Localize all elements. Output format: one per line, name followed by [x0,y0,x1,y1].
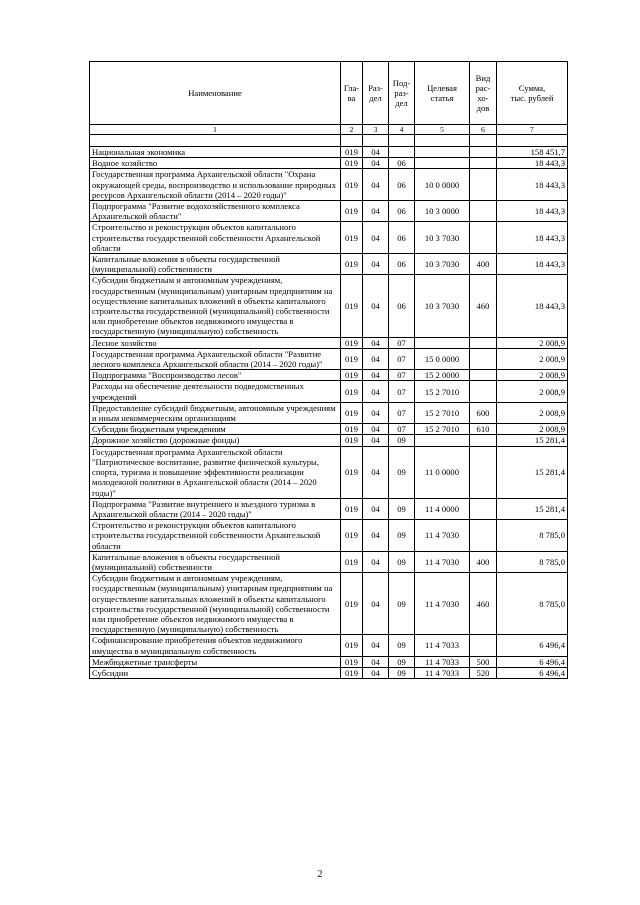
row-name-cell: Государственная программа Архангельской области "Развитие лесного комплекса Архангельской области (2014 – 2020 годы)" [90,348,341,369]
row-section-cell: 04 [363,158,389,169]
row-target-cell: 15 2 7010 [415,424,470,435]
row-target-cell: 10 3 7030 [415,275,470,337]
row-expense-type-cell [470,169,497,201]
row-subsection-cell: 06 [389,275,415,337]
row-target-cell: 11 4 7033 [415,667,470,678]
row-expense-type-cell [470,147,497,158]
table-row [90,667,568,678]
table-row [90,158,568,169]
row-section-cell: 04 [363,573,389,635]
row-section-cell: 04 [363,435,389,446]
row-section-cell: 04 [363,667,389,678]
row-section-cell: 04 [363,254,389,275]
row-amount-cell: 15 281,4 [497,446,568,498]
row-expense-type-cell [470,520,497,552]
table-body [90,147,568,679]
table-row [90,337,568,348]
table-row [90,169,568,201]
row-expense-type-cell [470,158,497,169]
row-name-cell: Субсидии бюджетным учреждениям [90,424,341,435]
row-subsection-cell: 06 [389,254,415,275]
table-row [90,402,568,423]
row-amount-cell: 2 008,9 [497,370,568,381]
row-target-cell: 15 2 7010 [415,381,470,402]
row-section-cell: 04 [363,348,389,369]
row-amount-cell: 18 443,3 [497,201,568,222]
blank-cell [470,135,497,147]
header-subsection: Под- раз- дел [389,62,415,125]
row-subsection-cell: 09 [389,551,415,572]
row-amount-cell: 2 008,9 [497,402,568,423]
row-name-cell: Национальная экономика [90,147,341,158]
row-subsection-cell [389,147,415,158]
blank-cell [90,135,341,147]
row-target-cell: 10 0 0000 [415,169,470,201]
table-row [90,370,568,381]
row-chapter-cell: 019 [341,667,363,678]
row-amount-cell: 2 008,9 [497,381,568,402]
row-subsection-cell: 07 [389,381,415,402]
row-target-cell: 11 4 7033 [415,635,470,656]
table-row [90,424,568,435]
row-subsection-cell: 06 [389,169,415,201]
row-amount-cell: 158 451,7 [497,147,568,158]
row-chapter-cell: 019 [341,370,363,381]
row-expense-type-cell [470,446,497,498]
row-expense-type-cell: 600 [470,402,497,423]
row-chapter-cell: 019 [341,169,363,201]
row-target-cell: 10 3 7030 [415,222,470,254]
row-chapter-cell: 019 [341,201,363,222]
row-section-cell: 04 [363,656,389,667]
row-name-cell: Субсидии бюджетным и автономным учреждениям, государственным (муниципальным) унитарным предприятиям на осуществление капитальных вложений в объекты капитального строительства государственной (муниципальной) собственности или приобретение объектов недвижимого имущества в государственную (муниципальную) собственность [90,275,341,337]
blank-cell [415,135,470,147]
row-subsection-cell: 09 [389,520,415,552]
row-target-cell: 15 2 7010 [415,402,470,423]
row-chapter-cell: 019 [341,158,363,169]
column-number: 3 [363,125,389,135]
column-number: 6 [470,125,497,135]
row-name-cell: Государственная программа Архангельской области "Охрана окружающей среды, воспроизводство и использование природных ресурсов Архангельской области (2014 – 2020 годы)" [90,169,341,201]
row-amount-cell: 8 785,0 [497,520,568,552]
row-name-cell: Подпрограмма "Воспроизводство лесов" [90,370,341,381]
row-name-cell: Строительство и реконструкция объектов капитального строительства государственной собственности Архангельской области [90,520,341,552]
row-expense-type-cell: 520 [470,667,497,678]
row-target-cell: 11 4 7030 [415,573,470,635]
row-subsection-cell: 06 [389,222,415,254]
column-number: 2 [341,125,363,135]
row-section-cell: 04 [363,381,389,402]
row-name-cell: Лесное хозяйство [90,337,341,348]
row-subsection-cell: 09 [389,435,415,446]
row-chapter-cell: 019 [341,337,363,348]
row-chapter-cell: 019 [341,520,363,552]
row-chapter-cell: 019 [341,381,363,402]
row-section-cell: 04 [363,635,389,656]
blank-cell [341,135,363,147]
row-expense-type-cell: 460 [470,275,497,337]
table-row [90,551,568,572]
row-expense-type-cell [470,222,497,254]
table-row [90,254,568,275]
row-chapter-cell: 019 [341,635,363,656]
row-expense-type-cell [470,201,497,222]
row-section-cell: 04 [363,498,389,519]
page-number: 2 [317,869,323,880]
row-target-cell: 11 4 7030 [415,551,470,572]
row-section-cell: 04 [363,201,389,222]
row-expense-type-cell [470,337,497,348]
header-target: Целевая статья [415,62,470,125]
row-section-cell: 04 [363,551,389,572]
table-row [90,498,568,519]
row-expense-type-cell: 610 [470,424,497,435]
table-row [90,446,568,498]
row-chapter-cell: 019 [341,446,363,498]
row-subsection-cell: 07 [389,370,415,381]
row-expense-type-cell: 400 [470,551,497,572]
row-subsection-cell: 09 [389,446,415,498]
row-expense-type-cell [470,435,497,446]
table-row [90,275,568,337]
row-name-cell: Подпрограмма "Развитие внутреннего и въездного туризма в Архангельской области (2014 – 2020 годы)" [90,498,341,519]
row-subsection-cell: 07 [389,424,415,435]
row-amount-cell: 18 443,3 [497,158,568,169]
row-section-cell: 04 [363,337,389,348]
row-chapter-cell: 019 [341,656,363,667]
row-target-cell: 11 4 7030 [415,520,470,552]
table-row [90,435,568,446]
row-section-cell: 04 [363,424,389,435]
row-name-cell: Предоставление субсидий бюджетным, автономным учреждениям и иным некоммерческим организациям [90,402,341,423]
row-expense-type-cell [470,498,497,519]
row-amount-cell: 2 008,9 [497,348,568,369]
row-amount-cell: 15 281,4 [497,498,568,519]
row-subsection-cell: 09 [389,656,415,667]
row-name-cell: Субсидии [90,667,341,678]
row-expense-type-cell [470,370,497,381]
row-chapter-cell: 019 [341,551,363,572]
table-header-row [90,62,568,125]
table-row [90,656,568,667]
row-name-cell: Государственная программа Архангельской области "Патриотическое воспитание, развитие физической культуры, спорта, туризма и повышение эффективности реализации молодежной политики в Архангельской области (2014 – 2020 годы)" [90,446,341,498]
header-name: Наименование [90,62,341,125]
column-number: 4 [389,125,415,135]
row-subsection-cell: 07 [389,337,415,348]
table-row [90,520,568,552]
table-row [90,222,568,254]
row-chapter-cell: 019 [341,573,363,635]
header-section: Раз- дел [363,62,389,125]
row-amount-cell: 6 496,4 [497,656,568,667]
row-name-cell: Капитальные вложения в объекты государственной (муниципальной) собственности [90,254,341,275]
table-row [90,147,568,158]
row-chapter-cell: 019 [341,435,363,446]
row-expense-type-cell [470,348,497,369]
row-target-cell [415,337,470,348]
table-row [90,201,568,222]
row-chapter-cell: 019 [341,424,363,435]
blank-cell [389,135,415,147]
row-section-cell: 04 [363,222,389,254]
row-name-cell: Субсидии бюджетным и автономным учреждениям, государственным (муниципальным) унитарным предприятиям на осуществление капитальных вложений в объекты капитального строительства государственной (муниципальной) собственности или приобретение объектов недвижимого имущества в государственную (муниципальную) собственность [90,573,341,635]
row-subsection-cell: 09 [389,635,415,656]
row-subsection-cell: 09 [389,573,415,635]
row-section-cell: 04 [363,370,389,381]
row-expense-type-cell [470,381,497,402]
table-row [90,635,568,656]
blank-cell [497,135,568,147]
column-number: 1 [90,125,341,135]
row-subsection-cell: 06 [389,201,415,222]
row-expense-type-cell: 400 [470,254,497,275]
row-amount-cell: 18 443,3 [497,169,568,201]
row-chapter-cell: 019 [341,402,363,423]
table-row [90,381,568,402]
row-amount-cell: 8 785,0 [497,551,568,572]
column-number: 5 [415,125,470,135]
row-expense-type-cell: 500 [470,656,497,667]
row-chapter-cell: 019 [341,147,363,158]
table-row [90,348,568,369]
row-section-cell: 04 [363,446,389,498]
row-section-cell: 04 [363,402,389,423]
row-section-cell: 04 [363,169,389,201]
row-amount-cell: 8 785,0 [497,573,568,635]
budget-table [89,61,568,679]
row-amount-cell: 2 008,9 [497,337,568,348]
header-chapter: Гла- ва [341,62,363,125]
row-target-cell: 10 3 0000 [415,201,470,222]
row-subsection-cell: 06 [389,158,415,169]
row-amount-cell: 18 443,3 [497,254,568,275]
row-name-cell: Софинансирование приобретения объектов недвижимого имущества в муниципальную собственность [90,635,341,656]
row-subsection-cell: 09 [389,498,415,519]
header-expense-type: Вид рас- хо- дов [470,62,497,125]
row-name-cell: Водное хозяйство [90,158,341,169]
row-target-cell: 15 0 0000 [415,348,470,369]
row-amount-cell: 18 443,3 [497,222,568,254]
row-target-cell [415,158,470,169]
row-name-cell: Дорожное хозяйство (дорожные фонды) [90,435,341,446]
blank-cell [363,135,389,147]
row-chapter-cell: 019 [341,254,363,275]
row-chapter-cell: 019 [341,498,363,519]
row-target-cell [415,147,470,158]
row-expense-type-cell: 460 [470,573,497,635]
column-number: 7 [497,125,568,135]
row-section-cell: 04 [363,147,389,158]
row-amount-cell: 2 008,9 [497,424,568,435]
row-chapter-cell: 019 [341,275,363,337]
row-target-cell: 11 4 0000 [415,498,470,519]
row-target-cell: 11 0 0000 [415,446,470,498]
row-amount-cell: 6 496,4 [497,667,568,678]
table-row [90,573,568,635]
row-amount-cell: 6 496,4 [497,635,568,656]
column-number-row [90,125,568,135]
header-amount: Сумма, тыс. рублей [497,62,568,125]
row-name-cell: Строительство и реконструкция объектов капитального строительства государственной собственности Архангельской области [90,222,341,254]
row-target-cell: 11 4 7033 [415,656,470,667]
row-subsection-cell: 07 [389,348,415,369]
row-amount-cell: 18 443,3 [497,275,568,337]
row-subsection-cell: 09 [389,667,415,678]
row-name-cell: Расходы на обеспечение деятельности подведомственных учреждений [90,381,341,402]
row-subsection-cell: 07 [389,402,415,423]
row-target-cell [415,435,470,446]
row-section-cell: 04 [363,275,389,337]
row-target-cell: 10 3 7030 [415,254,470,275]
row-section-cell: 04 [363,520,389,552]
row-target-cell: 15 2 0000 [415,370,470,381]
row-chapter-cell: 019 [341,348,363,369]
row-chapter-cell: 019 [341,222,363,254]
row-name-cell: Капитальные вложения в объекты государственной (муниципальной) собственности [90,551,341,572]
row-amount-cell: 15 281,4 [497,435,568,446]
row-expense-type-cell [470,635,497,656]
blank-row [90,135,568,147]
row-name-cell: Межбюджетные трансферты [90,656,341,667]
row-name-cell: Подпрограмма "Развитие водохозяйственного комплекса Архангельской области" [90,201,341,222]
